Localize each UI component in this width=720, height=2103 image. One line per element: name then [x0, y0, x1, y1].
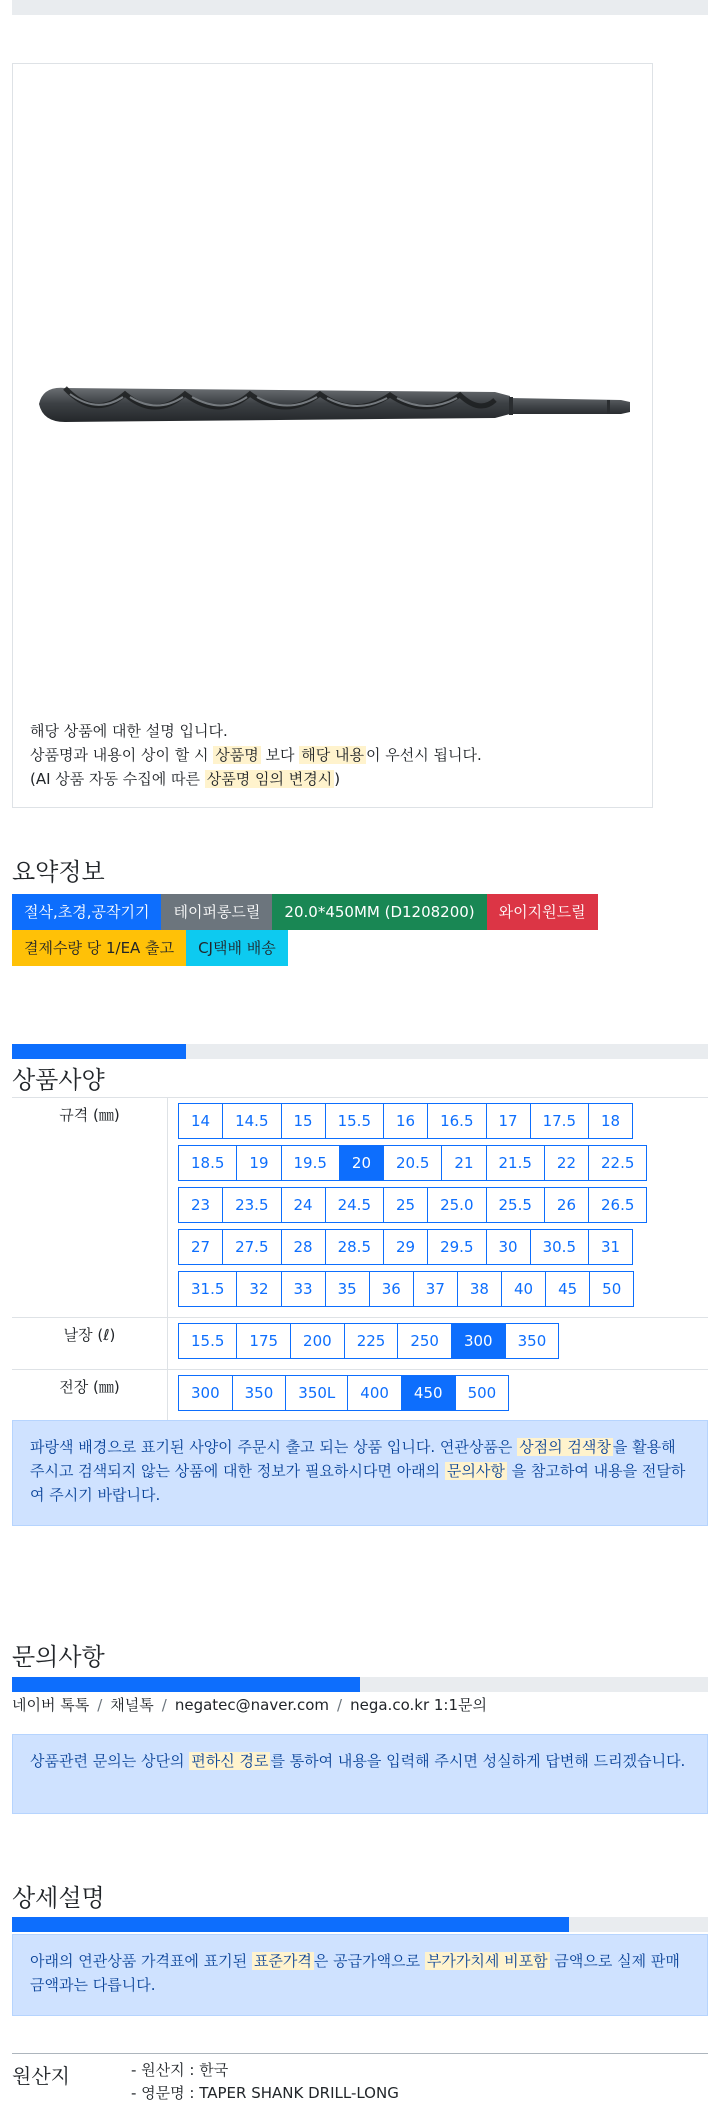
description-text: 이 우선시 됩니다.	[365, 746, 482, 764]
product-description	[30, 719, 482, 791]
spec-option[interactable]: 200	[290, 1323, 345, 1359]
summary-badge: CJ택배 배송	[186, 930, 288, 966]
spec-option[interactable]: 18	[588, 1103, 633, 1139]
spec-title: 상품사양	[12, 1066, 105, 1094]
origin-item: - 원산지 : 한국	[131, 2061, 229, 2079]
spec-notice-highlight: 상점의 검색창	[519, 1438, 611, 1456]
description-text: 해당 상품에 대한 설명 입니다.	[30, 722, 228, 740]
spec-option[interactable]: 17	[486, 1103, 531, 1139]
summary-badges	[12, 894, 652, 966]
spec-option[interactable]: 22.5	[588, 1145, 647, 1181]
summary-badge: 절삭,초경,공작기기	[12, 894, 161, 930]
spec-option-line	[178, 1229, 708, 1265]
spec-notice	[12, 1420, 708, 1526]
spec-option[interactable]: 28.5	[325, 1229, 384, 1265]
spec-option[interactable]: 33	[281, 1271, 326, 1307]
summary-badge: 와이지원드릴	[487, 894, 598, 930]
detail-notice	[12, 1934, 708, 2016]
spec-option[interactable]: 250	[397, 1323, 452, 1359]
inquiry-notice-highlight: 편하신 경로	[191, 1752, 269, 1770]
spec-option[interactable]: 18.5	[178, 1145, 237, 1181]
description-line	[30, 767, 482, 791]
spec-notice-text: 을 참고하여 내용을 전달하여 주시기 바랍니다.	[30, 1462, 686, 1504]
spec-progress	[12, 1044, 708, 1059]
origin-divider	[12, 2053, 708, 2054]
spec-option[interactable]: 36	[369, 1271, 414, 1307]
contact-links	[12, 1694, 487, 1715]
spec-option[interactable]: 300	[178, 1375, 233, 1411]
spec-option[interactable]: 24.5	[325, 1187, 384, 1223]
detail-notice-highlight: 표준가격	[253, 1952, 312, 1970]
spec-option[interactable]: 25.0	[427, 1187, 486, 1223]
spec-option-line	[178, 1323, 708, 1359]
inquiry-notice	[12, 1734, 708, 1814]
spec-row	[12, 1098, 708, 1318]
spec-table	[12, 1097, 708, 1422]
spec-option[interactable]: 38	[457, 1271, 502, 1307]
spec-notice-text: 을 활용해 주시고 검색되지 않는 상품에 대한 정보가 필요하시다면 아래의	[30, 1438, 676, 1480]
spec-option-selected[interactable]: 450	[401, 1375, 456, 1411]
spec-option[interactable]: 25.5	[486, 1187, 545, 1223]
spec-option-line	[178, 1271, 708, 1307]
spec-option[interactable]: 350L	[285, 1375, 348, 1411]
detail-progress	[12, 1917, 708, 1932]
description-text: )	[334, 770, 341, 788]
description-highlight: 상품명	[215, 746, 259, 764]
spec-option[interactable]: 14.5	[222, 1103, 281, 1139]
spec-option[interactable]: 500	[455, 1375, 510, 1411]
origin-list	[131, 2059, 399, 2103]
detail-notice-text: 은 공급가액으로	[313, 1952, 425, 1970]
contact-link[interactable]: negatec@naver.com	[174, 1696, 330, 1714]
spec-option[interactable]: 23	[178, 1187, 223, 1223]
spec-row	[12, 1318, 708, 1370]
spec-option[interactable]: 350	[505, 1323, 560, 1359]
inquiry-notice-text: 를 통하여 내용을 입력해 주시면 성실하게 답변해 드리겠습니다.	[270, 1752, 686, 1770]
spec-option[interactable]: 30.5	[530, 1229, 589, 1265]
contact-link[interactable]: nega.co.kr 1:1문의	[350, 1696, 487, 1714]
detail-progress-fill	[12, 1917, 569, 1932]
spec-option[interactable]: 16	[383, 1103, 428, 1139]
contact-link[interactable]: 채널톡	[110, 1696, 154, 1714]
spec-option[interactable]: 40	[501, 1271, 546, 1307]
spec-option[interactable]: 21.5	[486, 1145, 545, 1181]
detail-title: 상세설명	[12, 1884, 105, 1912]
spec-option[interactable]: 22	[544, 1145, 589, 1181]
spec-option-line	[178, 1103, 708, 1139]
spec-option[interactable]: 31	[588, 1229, 633, 1265]
description-line	[30, 719, 482, 743]
summary-badge: 20.0*450MM (D1208200)	[272, 894, 486, 930]
spec-option[interactable]: 32	[236, 1271, 281, 1307]
summary-title: 요약정보	[12, 858, 105, 886]
origin-title: 원산지	[12, 2064, 70, 2088]
spec-option[interactable]: 30	[486, 1229, 531, 1265]
spec-option[interactable]: 26.5	[588, 1187, 647, 1223]
spec-option[interactable]: 400	[347, 1375, 402, 1411]
spec-option[interactable]: 23.5	[222, 1187, 281, 1223]
spec-option[interactable]: 21	[441, 1145, 486, 1181]
spec-option[interactable]: 15	[281, 1103, 326, 1139]
spec-option-line	[178, 1375, 708, 1411]
spec-option[interactable]: 225	[344, 1323, 399, 1359]
spec-option[interactable]: 24	[281, 1187, 326, 1223]
summary-badge: 테이퍼롱드릴	[161, 894, 272, 930]
spec-option[interactable]: 15.5	[325, 1103, 384, 1139]
spec-option[interactable]: 45	[545, 1271, 590, 1307]
spec-option[interactable]: 175	[236, 1323, 291, 1359]
spec-option[interactable]: 19	[236, 1145, 281, 1181]
spec-option[interactable]: 16.5	[427, 1103, 486, 1139]
detail-notice-text: 금액으로 실제 판매금액과는 다릅니다.	[30, 1952, 680, 1994]
summary-badge: 결제수량 당 1/EA 출고	[12, 930, 186, 966]
description-highlight: 해당 내용	[301, 746, 364, 764]
spec-option[interactable]: 19.5	[281, 1145, 340, 1181]
spec-option-line	[178, 1187, 708, 1223]
inquiry-title: 문의사항	[12, 1643, 105, 1671]
spec-option[interactable]: 350	[232, 1375, 287, 1411]
contact-separator: /	[161, 1696, 167, 1714]
spec-option-selected[interactable]: 20	[339, 1145, 384, 1181]
spec-notice-highlight: 문의사항	[446, 1462, 505, 1480]
spec-option[interactable]: 20.5	[383, 1145, 442, 1181]
spec-notice-text: 파랑색 배경으로 표기된 사양이 주문시 출고 되는 상품 입니다. 연관상품은	[30, 1438, 518, 1456]
origin-item: - 영문명 : TAPER SHANK DRILL-LONG	[131, 2084, 399, 2102]
contact-link[interactable]: 네이버 톡톡	[12, 1696, 90, 1714]
spec-row-label: 날장 (ℓ)	[63, 1326, 116, 1344]
description-text: 보다	[260, 746, 300, 764]
spec-option[interactable]: 31.5	[178, 1271, 237, 1307]
tapered-drill-bit-image	[25, 364, 645, 444]
spec-option[interactable]: 27.5	[222, 1229, 281, 1265]
product-image-box	[12, 63, 653, 808]
detail-notice-text: 아래의 연관상품 가격표에 표기된	[30, 1952, 252, 1970]
spec-option[interactable]: 37	[413, 1271, 458, 1307]
spec-option[interactable]: 25	[383, 1187, 428, 1223]
inquiry-progress-fill	[12, 1677, 360, 1692]
inquiry-notice-text: 상품관련 문의는 상단의	[30, 1752, 190, 1770]
contact-separator: /	[337, 1696, 343, 1714]
spec-option[interactable]: 14	[178, 1103, 223, 1139]
spec-option[interactable]: 29.5	[427, 1229, 486, 1265]
spec-row-label: 전장 (㎜)	[59, 1378, 120, 1396]
spec-option[interactable]: 35	[325, 1271, 370, 1307]
inquiry-progress	[12, 1677, 708, 1692]
description-text: 상품명과 내용이 상이 할 시	[30, 746, 214, 764]
spec-option[interactable]: 29	[383, 1229, 428, 1265]
spec-option[interactable]: 27	[178, 1229, 223, 1265]
spec-option[interactable]: 26	[544, 1187, 589, 1223]
spec-option[interactable]: 50	[589, 1271, 634, 1307]
spec-option[interactable]: 28	[281, 1229, 326, 1265]
description-text: (AI 상품 자동 수집에 따른	[30, 770, 205, 788]
spec-row	[12, 1370, 708, 1422]
spec-options	[167, 1098, 708, 1317]
spec-option[interactable]: 17.5	[530, 1103, 589, 1139]
spec-option[interactable]: 15.5	[178, 1323, 237, 1359]
spec-option-line	[178, 1145, 708, 1181]
spec-options	[167, 1370, 708, 1421]
spec-progress-fill	[12, 1044, 186, 1059]
contact-separator: /	[97, 1696, 103, 1714]
spec-options	[167, 1318, 708, 1369]
top-bar	[12, 0, 708, 15]
description-line	[30, 743, 482, 767]
detail-notice-highlight: 부가가치세 비포함	[426, 1952, 548, 1970]
description-highlight: 상품명 임의 변경시	[206, 770, 333, 788]
spec-row-label: 규격 (㎜)	[59, 1106, 120, 1124]
spec-option-selected[interactable]: 300	[451, 1323, 506, 1359]
